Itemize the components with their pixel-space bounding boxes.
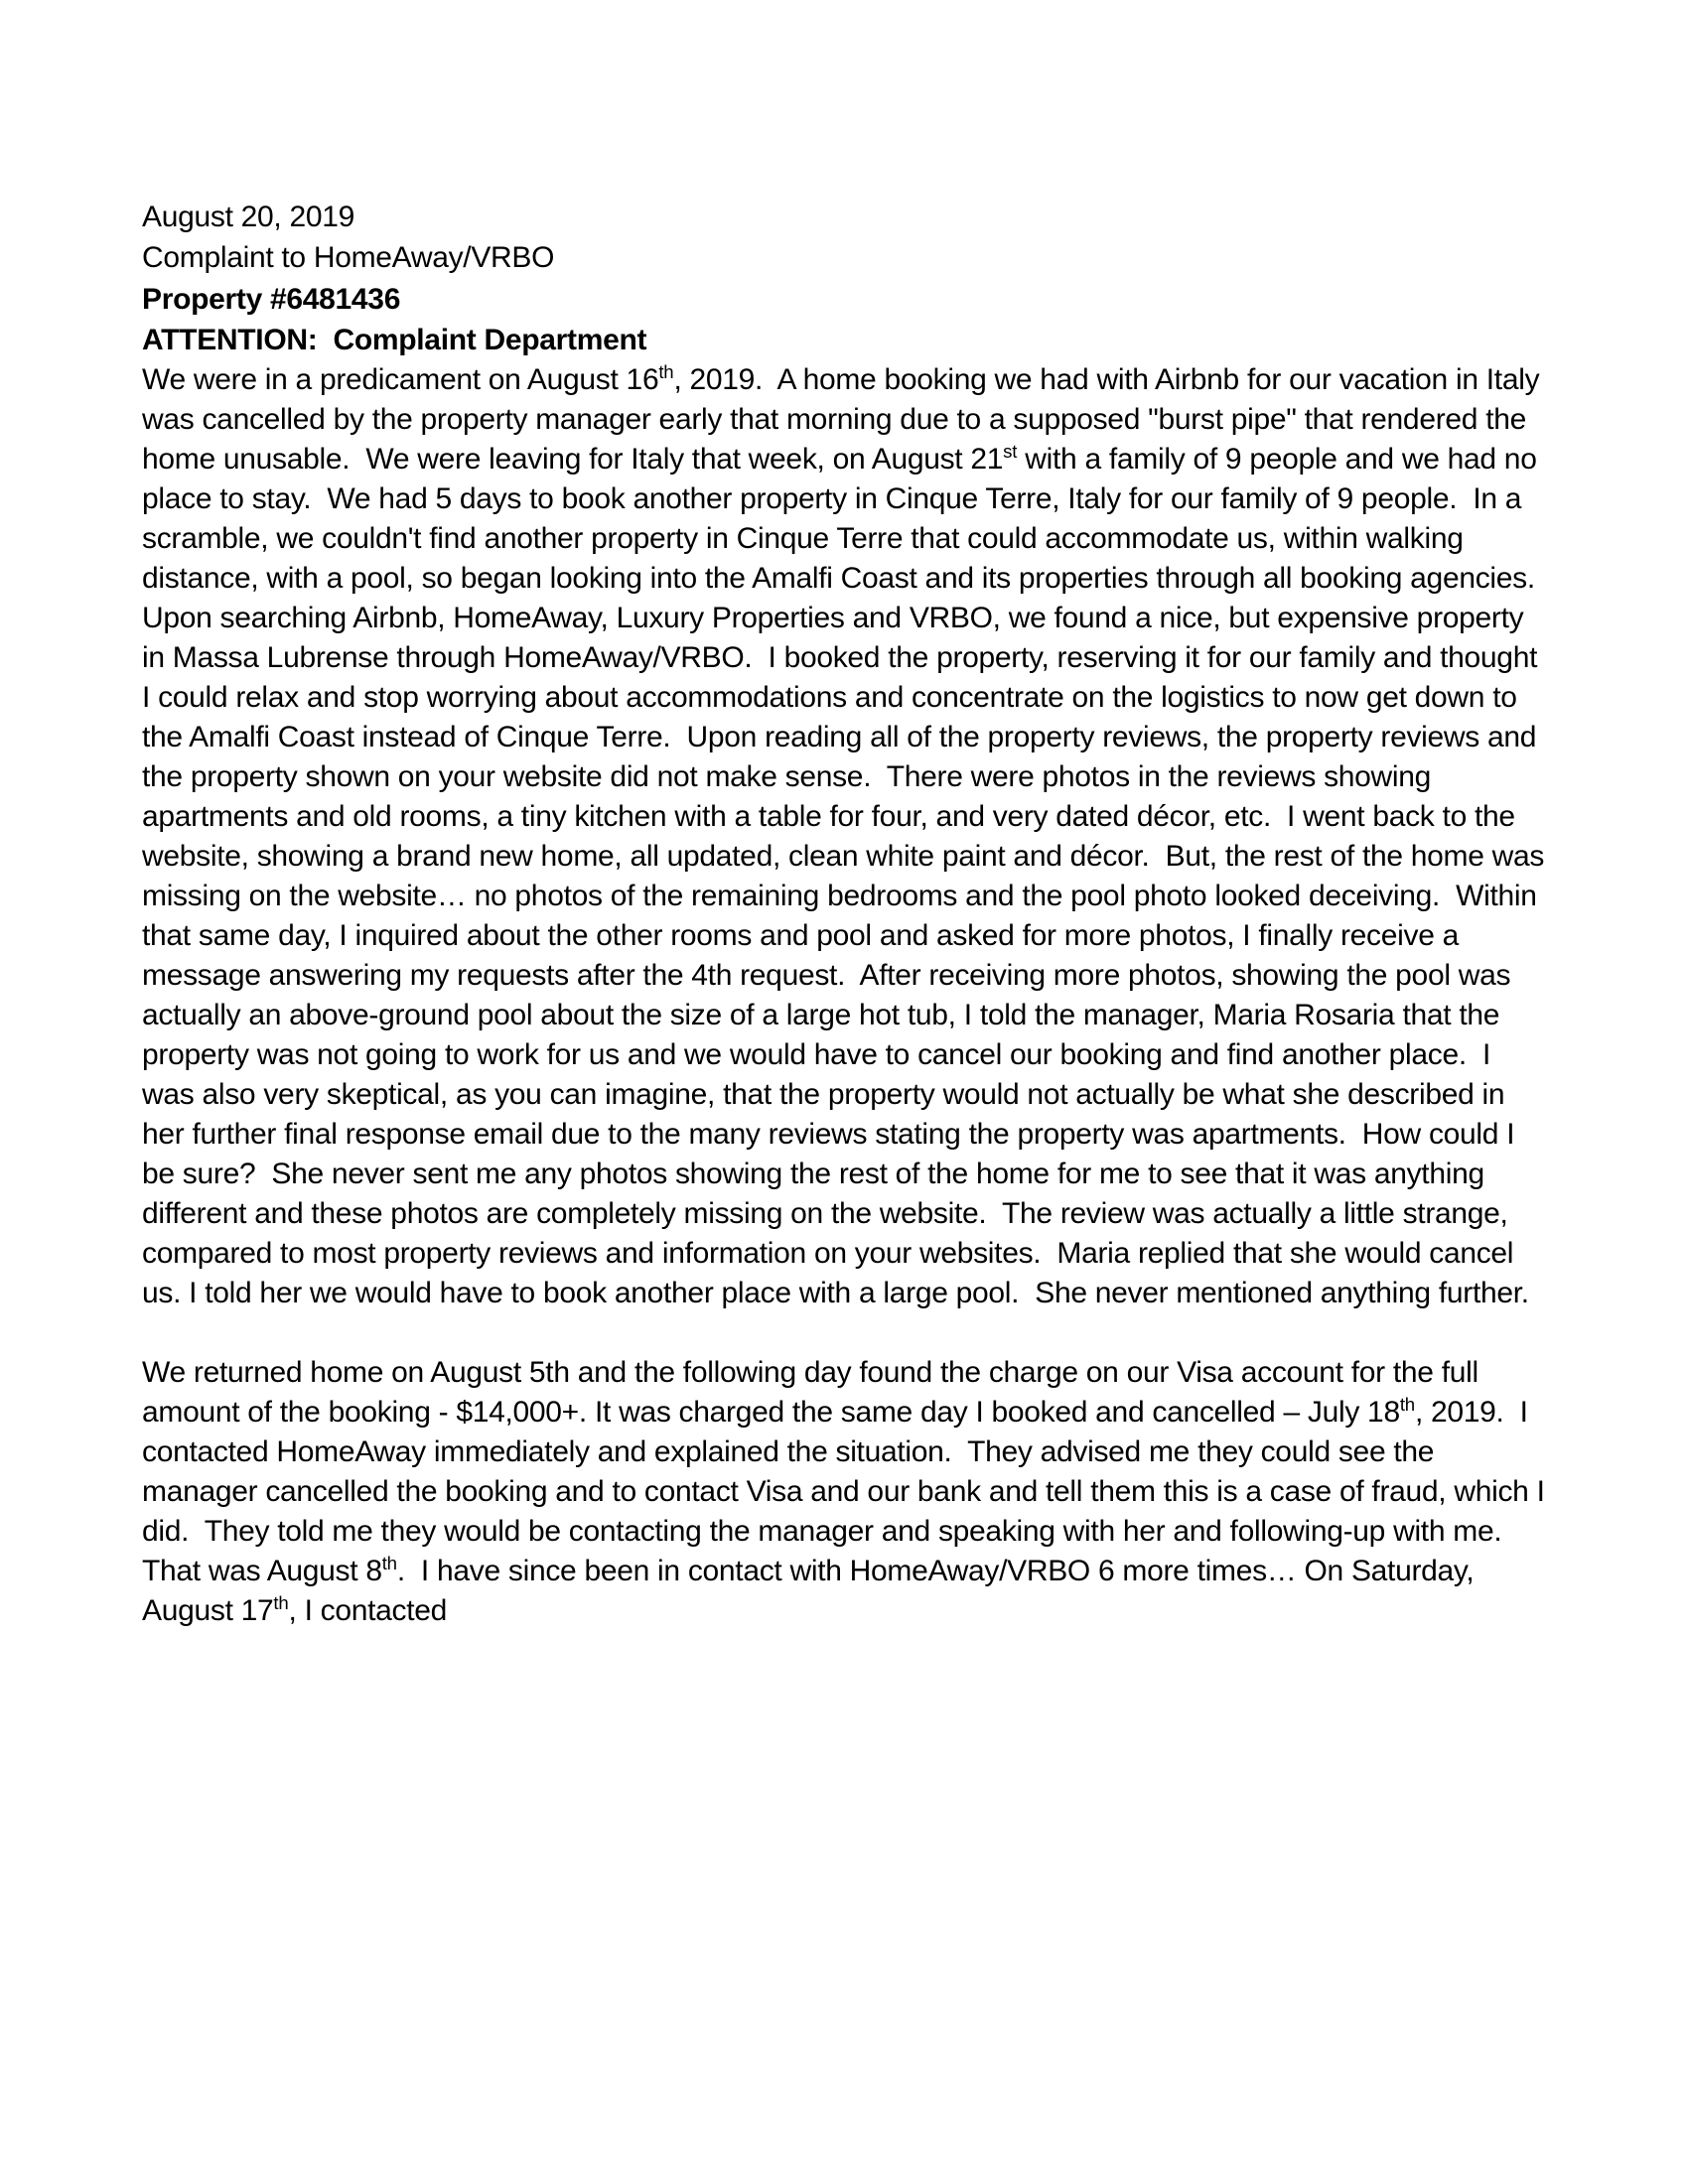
ordinal-superscript: st (1003, 441, 1018, 462)
text-run: , I contacted (288, 1594, 448, 1627)
body-paragraph (142, 360, 1553, 1313)
text-run: with a family of 9 people and we had no place to stay. We had 5 days to book another property in Cinque Terre, Italy for our family of 9 people. In a scramble, we couldn't find another property in Cinque Terre that could accommodate us, within walking distance, with a pool, so began looking into the Amalfi Coast and its properties through all booking agencies. Upon searching Airbnb, HomeAway, Luxury Properties and VRBO, we found a nice, but expensive property in Massa Lubrense through HomeAway/VRBO. I booked the property, reserving it for our family and thought I could relax and stop worrying about accommodations and concentrate on the logistics to now get down to the Amalfi Coast instead of Cinque Terre. Upon reading all of the property reviews, the property reviews and the property shown on your website did not make sense. There were photos in the reviews showing apartments and old rooms, a tiny kitchen with a table for four, and very dated décor, etc. I went back to the website, showing a brand new home, all updated, clean white paint and décor. But, the rest of the home was missing on the website… no photos of the remaining bedrooms and the pool photo looked deceiving. Within that same day, I inquired about the other rooms and pool and asked for more photos, I finally receive a message answering my requests after the 4th request. After receiving more photos, showing the pool was actually an above-ground pool about the size of a large hot tub, I told the manager, Maria Rosaria that the property was not going to work for us and we would have to cancel our booking and find another place. I was also very skeptical, as you can imagine, that the property would not actually be what she described in her further final response email due to the many reviews stating the property was apartments. How could I be sure? She never sent me any photos showing the rest of the home for me to see that it was anything different and these photos are completely missing on the website. The review was actually a little strange, compared to most property reviews and information on your websites. Maria replied that she would cancel us. I told her we would have to book another place with a large pool. She never mentioned anything further. (142, 443, 1553, 1309)
property-number-line: Property #6481436 (142, 283, 401, 316)
text-run: , 2019. I contacted HomeAway immediately and explained the situation. They advised me they could see the manager cancelled the booking and to contact Visa and our bank and tell them this is a case of fraud, which I did. They told me they would be contacting the manager and speaking with her and following-up with me. That was August 8 (142, 1396, 1553, 1587)
letter-date: August 20, 2019 (142, 201, 355, 233)
ordinal-superscript: th (658, 361, 674, 382)
subject-line: Complaint to HomeAway/VRBO (142, 241, 555, 274)
text-run: . I have since been in contact with HomeAway/VRBO 6 more times… On Saturday, August 17 (142, 1555, 1480, 1627)
ordinal-superscript: th (381, 1553, 397, 1573)
letter-subject-block (142, 237, 1549, 321)
text-run: , 2019. A home booking we had with Airbnb for our vacation in Italy was cancelled by the property manager early that morning due to a supposed "burst pipe" that rendered the home unusable. We were leaving for Italy that week, on August 21 (142, 363, 1548, 476)
body-paragraph (142, 1353, 1553, 1631)
text-run: We were in a predicament on August 16 (142, 363, 659, 396)
text-run: We returned home on August 5th and the following day found the charge on our Visa account for the full amount of the booking - $14,000+. It was charged the same day I booked and cancelled – July 18 (142, 1356, 1486, 1429)
ordinal-superscript: th (1399, 1394, 1415, 1415)
ordinal-superscript: th (273, 1592, 289, 1613)
attention-line: ATTENTION: Complaint Department (142, 324, 647, 356)
letter-body (142, 360, 1553, 1631)
